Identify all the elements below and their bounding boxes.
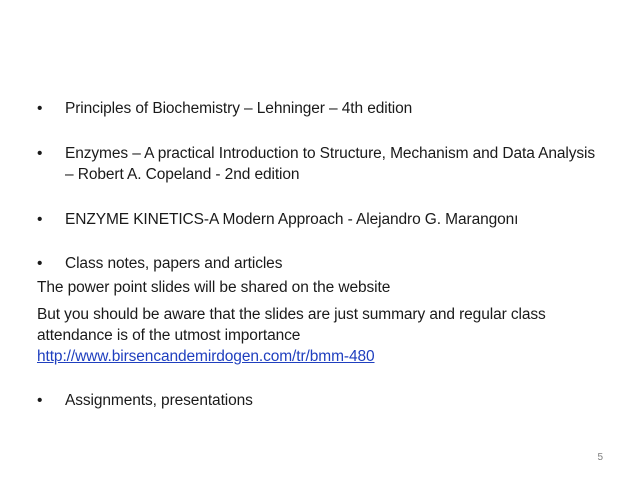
list-item-text: Assignments, presentations <box>65 392 253 409</box>
website-link[interactable]: http://www.birsencandemirdogen.com/tr/bmm-480 <box>37 348 375 365</box>
website-link-row <box>37 346 607 367</box>
bullet-icon: • <box>37 145 43 162</box>
list-item-class-notes <box>37 253 607 274</box>
list-item-marangoni <box>37 209 607 230</box>
slide-content <box>37 98 607 411</box>
page-number: 5 <box>597 452 603 463</box>
list-item-lehninger <box>37 98 607 119</box>
bullet-icon: • <box>37 392 43 409</box>
bullet-icon: • <box>37 255 43 272</box>
list-item-text: Class notes, papers and articles <box>65 255 283 272</box>
list-item-copeland <box>37 143 607 185</box>
list-item-text: Enzymes – A practical Introduction to Structure, Mechanism and Data Analysis – Robert A. Copeland - 2nd edition <box>65 145 595 183</box>
list-item-text: ENZYME KINETICS-A Modern Approach - Alejandro G. Marangonı <box>65 211 519 228</box>
list-item-assignments <box>37 390 607 411</box>
note-attendance: But you should be aware that the slides are just summary and regular class attendance is of the utmost importance <box>37 306 546 344</box>
bullet-icon: • <box>37 211 43 228</box>
list-item-text: Principles of Biochemistry – Lehninger – 4th edition <box>65 100 413 117</box>
bullet-icon: • <box>37 100 43 117</box>
note-slides-shared: The power point slides will be shared on the website <box>37 279 391 296</box>
